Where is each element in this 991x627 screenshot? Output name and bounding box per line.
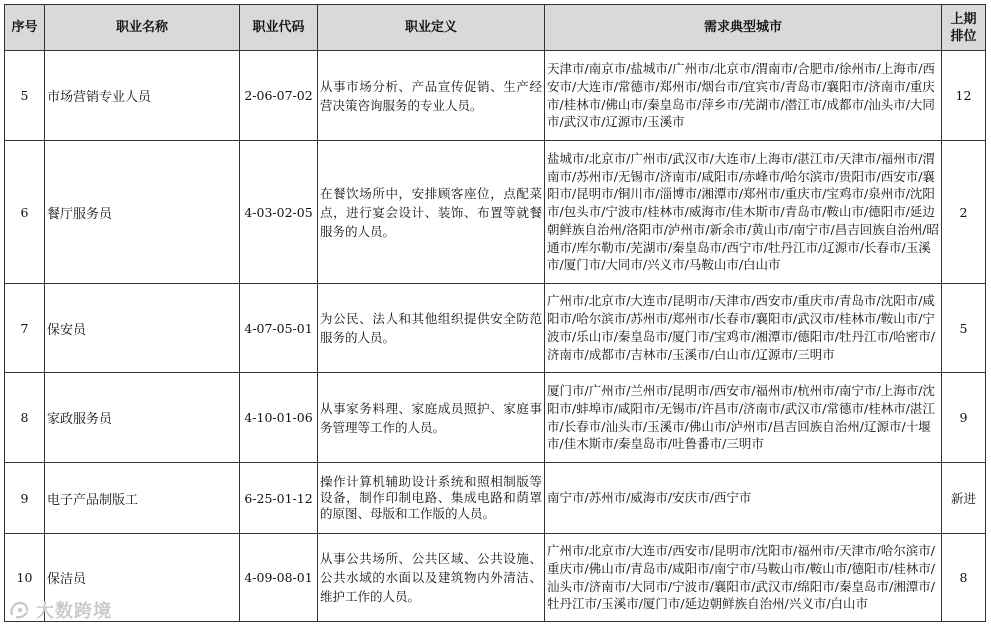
row-code: 6-25-01-12 <box>240 463 318 534</box>
row-cities: 盐城市/北京市/广州市/武汉市/大连市/上海市/湛江市/天津市/福州市/渭南市/苏州市/无锡市/济南市/咸阳市/赤峰市/哈尔滨市/贵阳市/西安市/襄阳市/昆明市/铜川市/淄博市/湘潭市/郑州市/重庆市/宝鸡市/泉州市/沈阳市/包头市/宁波市/桂林市/威海市/佳木斯市/青岛市/鞍山市/德阳市/延边朝鲜族自治州/洛阳市/泸州市/新余市/黄山市/南宁市/昌吉回族自治州/昭通市/库尔勒市/芜湖市/秦皇岛市/西宁市/牡丹江市/辽源市/长春市/玉溪市/厦门市/大同市/兴义市/马鞍山市/白山市 <box>545 141 942 284</box>
row-no: 6 <box>5 141 45 284</box>
row-rank: 5 <box>942 284 986 373</box>
header-cities: 需求典型城市 <box>545 5 942 51</box>
dashuju-logo-icon <box>8 599 32 621</box>
table-row <box>5 51 986 141</box>
row-cities: 厦门市/广州市/兰州市/昆明市/西安市/福州市/杭州市/南宁市/上海市/沈阳市/蚌埠市/咸阳市/无锡市/许昌市/济南市/武汉市/常德市/桂林市/湛江市/长春市/汕头市/玉溪市/佛山市/泸州市/昌吉回族自治州/辽源市/十堰市/佳木斯市/秦皇岛市/吐鲁番市/三明市 <box>545 373 942 463</box>
table-row <box>5 141 986 284</box>
table-row <box>5 463 986 534</box>
watermark <box>8 597 112 623</box>
row-name: 市场营销专业人员 <box>45 51 240 141</box>
row-no: 10 <box>5 534 45 622</box>
table-header-row <box>5 5 986 51</box>
row-definition: 在餐饮场所中，安排顾客座位，点配菜点，进行宴会设计、装饰、布置等就餐服务的人员。 <box>318 141 545 284</box>
header-definition: 职业定义 <box>318 5 545 51</box>
watermark-text: 大数跨境 <box>36 601 112 622</box>
row-name: 餐厅服务员 <box>45 141 240 284</box>
occupation-demand-table <box>4 4 986 622</box>
header-no: 序号 <box>5 5 45 51</box>
row-rank: 12 <box>942 51 986 141</box>
row-no: 5 <box>5 51 45 141</box>
table-row <box>5 534 986 622</box>
row-definition: 从事公共场所、公共区域、公共设施、公共水域的水面以及建筑物内外清洁、维护工作的人员。 <box>318 534 545 622</box>
row-no: 7 <box>5 284 45 373</box>
header-rank: 上期 排位 <box>942 5 986 51</box>
header-name: 职业名称 <box>45 5 240 51</box>
row-name: 保洁员 <box>45 534 240 622</box>
row-name: 家政服务员 <box>45 373 240 463</box>
row-rank: 新进 <box>942 463 986 534</box>
row-name: 保安员 <box>45 284 240 373</box>
row-code: 2-06-07-02 <box>240 51 318 141</box>
row-cities: 广州市/北京市/大连市/西安市/昆明市/沈阳市/福州市/天津市/哈尔滨市/重庆市/佛山市/青岛市/咸阳市/南宁市/马鞍山市/鞍山市/德阳市/桂林市/汕头市/济南市/大同市/宁波市/襄阳市/武汉市/绵阳市/秦皇岛市/湘潭市/牡丹江市/玉溪市/厦门市/延边朝鲜族自治州/兴义市/白山市 <box>545 534 942 622</box>
table-row <box>5 373 986 463</box>
row-rank: 8 <box>942 534 986 622</box>
row-definition: 从事家务料理、家庭成员照护、家庭事务管理等工作的人员。 <box>318 373 545 463</box>
row-rank: 2 <box>942 141 986 284</box>
row-code: 4-07-05-01 <box>240 284 318 373</box>
row-code: 4-03-02-05 <box>240 141 318 284</box>
row-no: 8 <box>5 373 45 463</box>
row-cities: 广州市/北京市/大连市/昆明市/天津市/西安市/重庆市/青岛市/沈阳市/咸阳市/哈尔滨市/苏州市/郑州市/长春市/襄阳市/武汉市/桂林市/鞍山市/宁波市/乐山市/秦皇岛市/厦门市/宝鸡市/湘潭市/德阳市/牡丹江市/哈密市/济南市/成都市/吉林市/玉溪市/白山市/辽源市/三明市 <box>545 284 942 373</box>
row-definition: 从事市场分析、产品宣传促销、生产经营决策咨询服务的专业人员。 <box>318 51 545 141</box>
row-no: 9 <box>5 463 45 534</box>
header-code: 职业代码 <box>240 5 318 51</box>
table-row <box>5 284 986 373</box>
row-code: 4-10-01-06 <box>240 373 318 463</box>
row-cities: 南宁市/苏州市/威海市/安庆市/西宁市 <box>545 463 942 534</box>
row-code: 4-09-08-01 <box>240 534 318 622</box>
row-rank: 9 <box>942 373 986 463</box>
row-definition: 操作计算机辅助设计系统和照相制版等设备，制作印制电路、集成电路和荫罩的原图、母版和工作版的人员。 <box>318 463 545 534</box>
row-name: 电子产品制版工 <box>45 463 240 534</box>
row-cities: 天津市/南京市/盐城市/广州市/北京市/渭南市/合肥市/徐州市/上海市/西安市/大连市/常德市/郑州市/烟台市/宜宾市/青岛市/襄阳市/济南市/重庆市/桂林市/佛山市/秦皇岛市/萍乡市/芜湖市/潜江市/成都市/汕头市/大同市/武汉市/辽源市/玉溪市 <box>545 51 942 141</box>
row-definition: 为公民、法人和其他组织提供安全防范服务的人员。 <box>318 284 545 373</box>
